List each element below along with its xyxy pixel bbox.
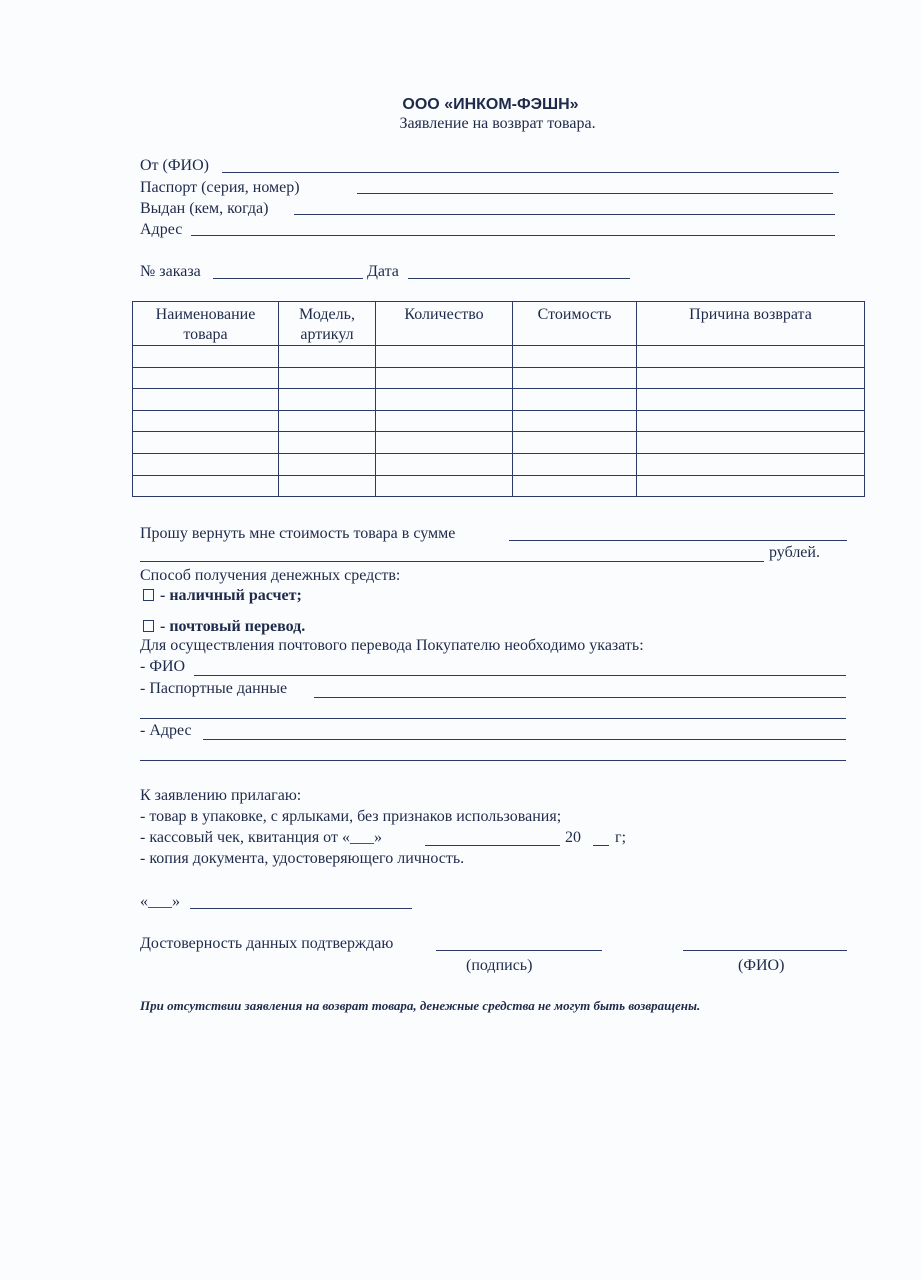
table-cell[interactable] [376, 453, 513, 475]
issued-label: Выдан (кем, когда) [140, 200, 269, 217]
issued-field[interactable] [294, 214, 835, 215]
table-cell[interactable] [133, 389, 279, 411]
attachments-intro: К заявлению прилагаю: [140, 787, 302, 804]
table-cell[interactable] [513, 475, 637, 497]
form-title: Заявление на возврат товара. [399, 115, 596, 132]
footer-note: При отсутствии заявления на возврат товара, денежные средства не могут быть возвращены. [140, 998, 701, 1013]
table-cell[interactable] [637, 389, 865, 411]
table-row [133, 453, 865, 475]
passport-field[interactable] [357, 193, 833, 194]
table-row [133, 346, 865, 368]
table-cell[interactable] [513, 453, 637, 475]
goods-table-header [133, 302, 865, 346]
table-cell[interactable] [279, 432, 376, 454]
post-address-field[interactable] [203, 739, 846, 740]
table-cell[interactable] [133, 432, 279, 454]
signature-caption: (подпись) [466, 957, 533, 974]
currency-label: рублей. [769, 544, 820, 561]
signature-field[interactable] [436, 950, 602, 951]
receipt-year-prefix: 20 [565, 829, 581, 846]
option-post[interactable] [143, 617, 305, 637]
table-cell[interactable] [637, 432, 865, 454]
post-address-label: - Адрес [140, 722, 192, 739]
signature-fio-field[interactable] [683, 950, 847, 951]
table-cell[interactable] [133, 367, 279, 389]
cash-checkbox[interactable] [143, 589, 154, 601]
from-label: От (ФИО) [140, 157, 209, 174]
order-date-label: Дата [367, 263, 399, 280]
goods-table [132, 301, 865, 497]
receipt-year-field[interactable] [593, 845, 609, 846]
post-fio-label: - ФИО [140, 658, 186, 675]
order-date-field[interactable] [408, 278, 630, 279]
confirm-text: Достоверность данных подтверждаю [140, 935, 394, 952]
table-cell[interactable] [513, 346, 637, 368]
signature-date-day: «___» [140, 893, 180, 910]
column-header: Стоимость [513, 302, 637, 346]
refund-sum-field[interactable] [509, 540, 847, 541]
table-cell[interactable] [376, 475, 513, 497]
table-cell[interactable] [376, 389, 513, 411]
column-header: Модель, артикул [279, 302, 376, 346]
table-cell[interactable] [279, 410, 376, 432]
option-cash-label: - наличный расчет; [160, 587, 302, 604]
table-cell[interactable] [637, 453, 865, 475]
table-cell[interactable] [513, 432, 637, 454]
table-cell[interactable] [279, 367, 376, 389]
column-header: Количество [376, 302, 513, 346]
table-cell[interactable] [133, 410, 279, 432]
table-cell[interactable] [376, 432, 513, 454]
post-address-field-2[interactable] [140, 760, 846, 761]
order-number-field[interactable] [213, 278, 363, 279]
table-cell[interactable] [376, 410, 513, 432]
company-name: ООО «ИНКОМ-ФЭШН» [402, 96, 579, 113]
table-cell[interactable] [279, 389, 376, 411]
table-cell[interactable] [637, 410, 865, 432]
post-checkbox[interactable] [143, 620, 154, 632]
receipt-year-suffix: г; [615, 829, 627, 846]
table-cell[interactable] [376, 367, 513, 389]
table-cell[interactable] [513, 410, 637, 432]
refund-sum-words-field[interactable] [140, 561, 764, 562]
table-cell[interactable] [133, 346, 279, 368]
table-cell[interactable] [279, 475, 376, 497]
table-row [133, 389, 865, 411]
table-cell[interactable] [279, 453, 376, 475]
fio-caption: (ФИО) [738, 957, 785, 974]
passport-label: Паспорт (серия, номер) [140, 179, 300, 196]
table-row [133, 432, 865, 454]
table-cell[interactable] [637, 346, 865, 368]
table-cell[interactable] [133, 453, 279, 475]
order-number-label: № заказа [140, 263, 201, 280]
table-cell[interactable] [513, 367, 637, 389]
receipt-month-field[interactable] [425, 845, 560, 846]
table-cell[interactable] [637, 367, 865, 389]
table-cell[interactable] [133, 475, 279, 497]
post-instructions: Для осуществления почтового перевода Покупателю необходимо указать: [140, 637, 644, 654]
post-passport-field[interactable] [314, 697, 846, 698]
column-header: Причина возврата [637, 302, 865, 346]
table-cell[interactable] [279, 346, 376, 368]
method-label: Способ получения денежных средств: [140, 567, 401, 584]
post-passport-label: - Паспортные данные [140, 680, 288, 697]
table-cell[interactable] [513, 389, 637, 411]
refund-request-text: Прошу вернуть мне стоимость товара в сумме [140, 525, 456, 542]
table-row [133, 367, 865, 389]
address-label: Адрес [140, 221, 183, 238]
address-field[interactable] [191, 235, 835, 236]
table-cell[interactable] [376, 346, 513, 368]
table-row [133, 410, 865, 432]
option-post-label: - почтовый перевод. [160, 618, 306, 635]
from-fio-field[interactable] [222, 172, 839, 173]
signature-date-field[interactable] [190, 908, 412, 909]
attachment-id-copy: - копия документа, удостоверяющего личность. [140, 850, 465, 867]
table-row [133, 475, 865, 497]
post-fio-field[interactable] [194, 675, 846, 676]
attachment-goods: - товар в упаковке, с ярлыками, без признаков использования; [140, 808, 562, 825]
table-cell[interactable] [637, 475, 865, 497]
option-cash[interactable] [143, 586, 302, 606]
attachment-receipt-prefix: - кассовый чек, квитанция от «___» [140, 829, 382, 846]
post-passport-field-2[interactable] [140, 718, 846, 719]
column-header: Наименование товара [133, 302, 279, 346]
